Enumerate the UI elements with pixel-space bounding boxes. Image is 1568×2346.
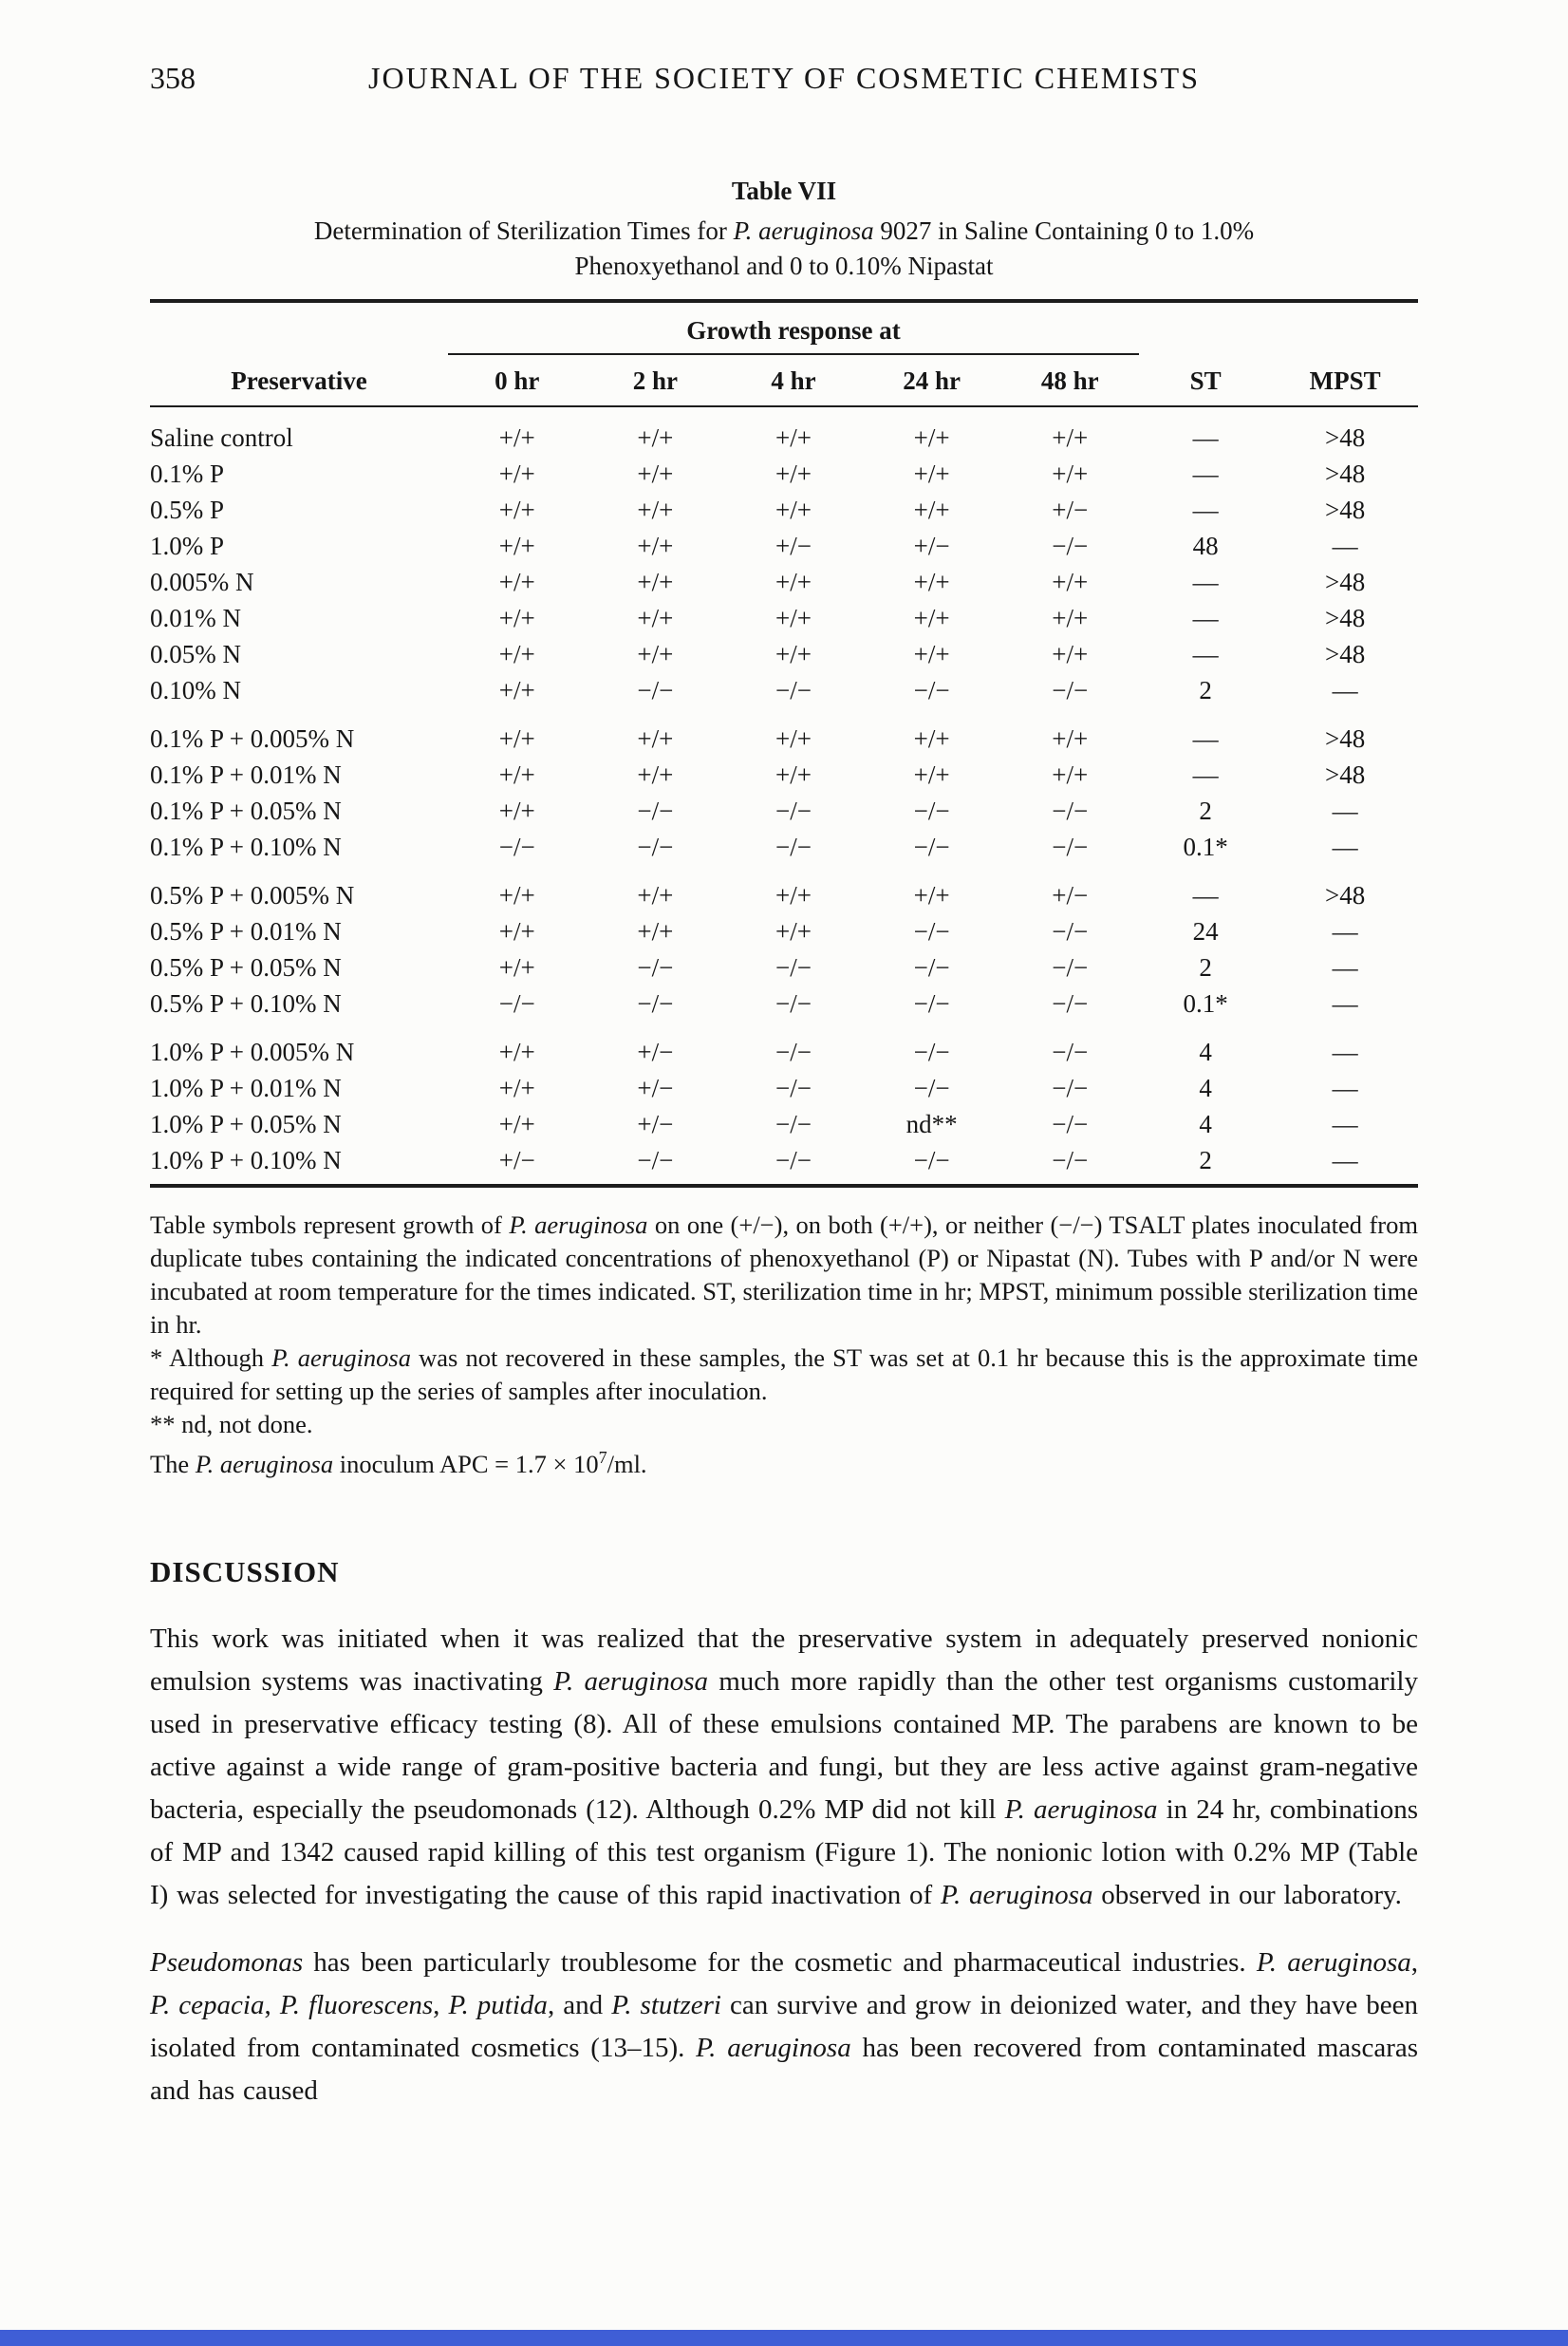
preservative-cell: 0.05% N (150, 640, 241, 668)
value-cell: >48 (1325, 640, 1366, 668)
value-cell: 0.1* (1183, 989, 1228, 1018)
value-cell: — (1332, 797, 1358, 825)
value-cell: +/+ (498, 917, 535, 946)
column-header-4hr: 4 hr (724, 354, 863, 406)
table-row (150, 1106, 1418, 1142)
value-cell: +/+ (498, 496, 535, 524)
value-cell: +/− (498, 1146, 535, 1174)
preservative-cell: 0.1% P + 0.10% N (150, 833, 342, 861)
table-row (150, 1022, 1418, 1070)
value-cell: — (1332, 989, 1358, 1018)
table-row (150, 456, 1418, 492)
value-cell: >48 (1325, 496, 1366, 524)
value-cell: +/+ (913, 496, 950, 524)
table-row (150, 985, 1418, 1022)
preservative-cell: 0.1% P + 0.01% N (150, 760, 342, 789)
value-cell: — (1332, 953, 1358, 982)
column-header-2hr: 2 hr (587, 354, 725, 406)
value-cell: +/+ (913, 881, 950, 910)
value-cell: +/+ (637, 604, 674, 632)
value-cell: +/+ (498, 423, 535, 452)
value-cell: −/− (637, 1146, 674, 1174)
value-cell: 2 (1199, 797, 1212, 825)
value-cell: −/− (913, 953, 950, 982)
value-cell: −/− (913, 989, 950, 1018)
table-head (150, 301, 1418, 406)
spanner-spacer-cell (150, 301, 448, 354)
discussion-paragraph-1: This work was initiated when it was realized that the preservative system in adequately preserved nonionic emulsion systems was inactivating P. aeruginosa much more rapidly than the other test organisms customarily used in preservative efficacy testing (8). All of these emulsions contained MP. The parabens are known to be active against a wide range of gram-positive bacteria and fungi, but they are less active against gram-negative bacteria, especially the pseudomonads (12). Although 0.2% MP did not kill P. aeruginosa in 24 hr, combinations of MP and 1342 caused rapid killing of this test organism (Figure 1). The nonionic lotion with 0.2% MP (Table I) was selected for investigating the cause of this rapid inactivation of P. aeruginosa observed in our laboratory. (150, 1623, 1419, 1910)
table-row (150, 492, 1418, 528)
value-cell: −/− (1052, 953, 1089, 982)
sterilization-times-table (150, 299, 1418, 1188)
value-cell: −/− (913, 1146, 950, 1174)
value-cell: +/+ (1052, 460, 1089, 488)
table-row (150, 636, 1418, 672)
value-cell: +/+ (913, 423, 950, 452)
value-cell: +/− (637, 1110, 674, 1138)
footnote-symbols: Table symbols represent growth of P. aeruginosa on one (+/−), on both (+/+), or neither (−/−) TSALT plates inoculated from duplicate tubes containing the indicated concentrations of phenoxyethanol (P) or Nipastat (N). Tubes with P and/or N were incubated at room temperature for the times indicated. ST, sterilization time in hr; MPST, minimum possible sterilization time in hr. (150, 1211, 1418, 1339)
value-cell: +/+ (498, 953, 535, 982)
value-cell: +/+ (1052, 760, 1089, 789)
value-cell: −/− (913, 1038, 950, 1066)
table-group-3 (150, 865, 1418, 1022)
value-cell: +/− (1052, 496, 1089, 524)
preservative-cell: Saline control (150, 423, 293, 452)
discussion-section (150, 1555, 1418, 2112)
value-cell: >48 (1325, 760, 1366, 789)
value-cell: +/+ (498, 881, 535, 910)
value-cell: >48 (1325, 423, 1366, 452)
table-row (150, 829, 1418, 865)
preservative-cell: 1.0% P + 0.10% N (150, 1146, 342, 1174)
value-cell: +/+ (1052, 604, 1089, 632)
value-cell: +/+ (498, 460, 535, 488)
value-cell: +/+ (913, 460, 950, 488)
value-cell: +/+ (775, 724, 812, 753)
table-row (150, 672, 1418, 708)
value-cell: −/− (1052, 989, 1089, 1018)
value-cell: +/+ (913, 604, 950, 632)
value-cell: +/+ (913, 640, 950, 668)
value-cell: — (1332, 1110, 1358, 1138)
preservative-cell: 1.0% P (150, 532, 225, 560)
value-cell: — (1332, 1074, 1358, 1102)
preservative-cell: 0.10% N (150, 676, 241, 704)
value-cell: −/− (637, 833, 674, 861)
value-cell: +/+ (637, 640, 674, 668)
value-cell: +/+ (775, 760, 812, 789)
table-row (150, 406, 1418, 456)
value-cell: +/− (1052, 881, 1089, 910)
value-cell: >48 (1325, 460, 1366, 488)
footnote-double-asterisk: ** nd, not done. (150, 1410, 313, 1438)
value-cell: — (1192, 881, 1219, 910)
value-cell: −/− (498, 989, 535, 1018)
value-cell: +/+ (498, 1038, 535, 1066)
value-cell: +/+ (775, 496, 812, 524)
preservative-cell: 0.1% P + 0.05% N (150, 797, 342, 825)
value-cell: +/+ (637, 496, 674, 524)
value-cell: +/+ (775, 568, 812, 596)
value-cell: +/+ (637, 568, 674, 596)
value-cell: −/− (913, 797, 950, 825)
value-cell: −/− (637, 797, 674, 825)
value-cell: −/− (775, 1146, 812, 1174)
value-cell: +/+ (1052, 640, 1089, 668)
value-cell: +/+ (498, 760, 535, 789)
value-cell: >48 (1325, 568, 1366, 596)
bottom-scan-bar (0, 2330, 1568, 2346)
value-cell: +/+ (498, 724, 535, 753)
value-cell: +/+ (1052, 724, 1089, 753)
value-cell: −/− (1052, 1110, 1089, 1138)
value-cell: +/+ (637, 760, 674, 789)
column-header-row (150, 354, 1418, 406)
value-cell: +/+ (637, 881, 674, 910)
value-cell: +/+ (637, 724, 674, 753)
discussion-paragraph-2: Pseudomonas has been particularly troublesome for the cosmetic and pharmaceutical industries. P. aeruginosa, P. cepacia, P. fluorescens, P. putida, and P. stutzeri can survive and grow in deionized water, and they have been isolated from contaminated cosmetics (13–15). P. aeruginosa has been recovered from contaminated mascaras and has caused (150, 1946, 1419, 2106)
value-cell: — (1332, 833, 1358, 861)
value-cell: −/− (1052, 1074, 1089, 1102)
value-cell: 4 (1199, 1110, 1212, 1138)
table-row (150, 1070, 1418, 1106)
table-row (150, 1142, 1418, 1186)
table-caption-line-2: Phenoxyethanol and 0 to 0.10% Nipastat (574, 252, 994, 280)
column-header-48hr: 48 hr (1000, 354, 1139, 406)
spanner-spacer-cell (1139, 301, 1418, 354)
table-row (150, 564, 1418, 600)
table-vii-section (150, 177, 1418, 1481)
column-header-mpst: MPST (1272, 354, 1418, 406)
value-cell: >48 (1325, 604, 1366, 632)
value-cell: >48 (1325, 724, 1366, 753)
value-cell: +/+ (775, 917, 812, 946)
column-header-0hr: 0 hr (448, 354, 587, 406)
value-cell: — (1332, 532, 1358, 560)
value-cell: — (1192, 724, 1219, 753)
table-row (150, 913, 1418, 949)
value-cell: −/− (1052, 1038, 1089, 1066)
value-cell: — (1192, 640, 1219, 668)
table-row (150, 949, 1418, 985)
table-group-4 (150, 1022, 1418, 1186)
value-cell: 4 (1199, 1038, 1212, 1066)
value-cell: −/− (637, 989, 674, 1018)
value-cell: +/+ (498, 676, 535, 704)
value-cell: −/− (913, 833, 950, 861)
value-cell: >48 (1325, 881, 1366, 910)
page-number: 358 (150, 61, 196, 95)
value-cell: — (1192, 604, 1219, 632)
table-title: Table VII (731, 177, 837, 205)
value-cell: −/− (775, 1110, 812, 1138)
value-cell: +/+ (498, 640, 535, 668)
preservative-cell: 0.5% P + 0.05% N (150, 953, 342, 982)
preservative-cell: 0.1% P (150, 460, 225, 488)
table-group-2 (150, 708, 1418, 865)
value-cell: +/+ (775, 640, 812, 668)
value-cell: +/+ (775, 423, 812, 452)
value-cell: −/− (913, 676, 950, 704)
preservative-cell: 0.5% P + 0.10% N (150, 989, 342, 1018)
preservative-cell: 0.01% N (150, 604, 241, 632)
table-row (150, 865, 1418, 913)
preservative-cell: 0.5% P + 0.01% N (150, 917, 342, 946)
value-cell: +/+ (637, 460, 674, 488)
table-caption (150, 214, 1418, 284)
value-cell: — (1332, 676, 1358, 704)
discussion-heading: DISCUSSION (150, 1554, 340, 1588)
value-cell: 48 (1192, 532, 1219, 560)
value-cell: — (1192, 496, 1219, 524)
value-cell: +/− (913, 532, 950, 560)
preservative-cell: 0.5% P (150, 496, 225, 524)
value-cell: +/+ (775, 460, 812, 488)
table-row (150, 793, 1418, 829)
value-cell: +/+ (775, 604, 812, 632)
spanner-row (150, 301, 1418, 354)
value-cell: +/− (637, 1074, 674, 1102)
value-cell: −/− (1052, 797, 1089, 825)
value-cell: −/− (775, 676, 812, 704)
value-cell: +/+ (637, 423, 674, 452)
value-cell: −/− (913, 917, 950, 946)
table-row (150, 600, 1418, 636)
value-cell: −/− (1052, 532, 1089, 560)
value-cell: −/− (1052, 676, 1089, 704)
table-row (150, 708, 1418, 757)
value-cell: — (1332, 917, 1358, 946)
value-cell: −/− (913, 1074, 950, 1102)
value-cell: — (1192, 760, 1219, 789)
value-cell: 2 (1199, 676, 1212, 704)
value-cell: +/+ (637, 917, 674, 946)
value-cell: +/+ (498, 532, 535, 560)
value-cell: −/− (775, 1038, 812, 1066)
value-cell: 2 (1199, 1146, 1212, 1174)
value-cell: −/− (637, 676, 674, 704)
table-row (150, 528, 1418, 564)
preservative-cell: 1.0% P + 0.05% N (150, 1110, 342, 1138)
value-cell: −/− (775, 797, 812, 825)
value-cell: +/− (775, 532, 812, 560)
column-header-st: ST (1139, 354, 1272, 406)
value-cell: +/+ (498, 797, 535, 825)
table-group-1 (150, 406, 1418, 708)
value-cell: +/+ (498, 568, 535, 596)
value-cell: −/− (1052, 833, 1089, 861)
preservative-cell: 1.0% P + 0.005% N (150, 1038, 355, 1066)
value-cell: — (1332, 1038, 1358, 1066)
value-cell: −/− (1052, 917, 1089, 946)
value-cell: — (1332, 1146, 1358, 1174)
page-header (150, 61, 1418, 108)
table-row (150, 757, 1418, 793)
column-header-24hr: 24 hr (863, 354, 1001, 406)
value-cell: +/+ (498, 1074, 535, 1102)
value-cell: −/− (1052, 1146, 1089, 1174)
value-cell: — (1192, 568, 1219, 596)
value-cell: — (1192, 423, 1219, 452)
value-cell: 2 (1199, 953, 1212, 982)
growth-response-spanner: Growth response at (448, 301, 1139, 354)
value-cell: +/+ (775, 881, 812, 910)
preservative-cell: 0.1% P + 0.005% N (150, 724, 355, 753)
value-cell: +/+ (913, 760, 950, 789)
value-cell: −/− (775, 1074, 812, 1102)
value-cell: −/− (775, 833, 812, 861)
value-cell: — (1192, 460, 1219, 488)
value-cell: +/+ (1052, 568, 1089, 596)
value-cell: 0.1* (1183, 833, 1228, 861)
value-cell: +/+ (637, 532, 674, 560)
value-cell: 4 (1199, 1074, 1212, 1102)
footnote-asterisk: * Although P. aeruginosa was not recovered in these samples, the ST was set at 0.1 hr because this is the approximate time required for setting up the series of samples after inoculation. (150, 1343, 1418, 1405)
value-cell: −/− (637, 953, 674, 982)
preservative-cell: 0.005% N (150, 568, 254, 596)
preservative-cell: 0.5% P + 0.005% N (150, 881, 355, 910)
value-cell: +/+ (913, 724, 950, 753)
value-cell: 24 (1192, 917, 1219, 946)
value-cell: +/+ (498, 1110, 535, 1138)
value-cell: nd** (905, 1110, 958, 1138)
value-cell: +/+ (498, 604, 535, 632)
value-cell: −/− (498, 833, 535, 861)
preservative-cell: 1.0% P + 0.01% N (150, 1074, 342, 1102)
journal-title: JOURNAL OF THE SOCIETY OF COSMETIC CHEMISTS (368, 61, 1200, 95)
value-cell: −/− (775, 989, 812, 1018)
value-cell: +/+ (1052, 423, 1089, 452)
table-caption-line-1: Determination of Sterilization Times for P. aeruginosa 9027 in Saline Containing 0 to 1.0% (313, 216, 1255, 245)
table-footnotes (150, 1209, 1418, 1481)
value-cell: +/− (637, 1038, 674, 1066)
value-cell: −/− (775, 953, 812, 982)
footnote-inoculum: The P. aeruginosa inoculum APC = $1.7 \times 10^7/ml$. (150, 1448, 647, 1478)
value-cell: +/+ (913, 568, 950, 596)
column-header-preservative: Preservative (150, 354, 448, 406)
